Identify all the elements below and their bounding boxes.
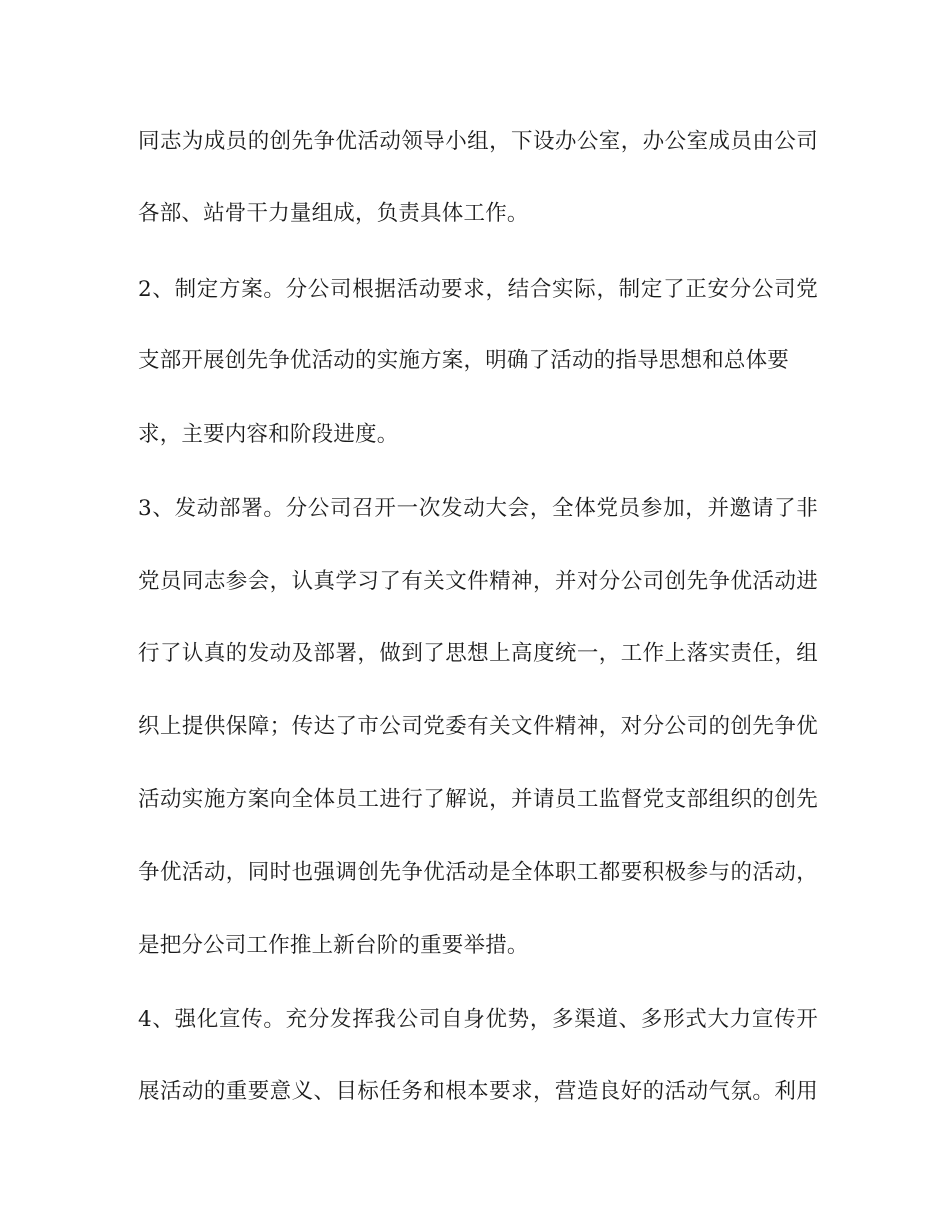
text-line: 党员同志参会，认真学习了有关文件精神，并对分公司创先争优活动进 [138,569,818,594]
text-line: 各部、站骨干力量组成，负责具体工作。 [138,201,529,226]
text-line: 求，主要内容和阶段进度。 [138,422,399,447]
text-line: 行了认真的发动及部署，做到了思想上高度统一，工作上落实责任，组 [138,641,818,666]
text-line: 织上提供保障；传达了市公司党委有关文件精神，对分公司的创先争优 [138,714,818,739]
text-line: 同志为成员的创先争优活动领导小组，下设办公室，办公室成员由公司 [138,129,818,154]
text-line: 展活动的重要意义、目标任务和根本要求，营造良好的活动气氛。利用 [138,1079,818,1104]
text-line: 3、发动部署。分公司召开一次发动大会，全体党员参加，并邀请了非 [138,496,818,521]
text-line: 活动实施方案向全体员工进行了解说，并请员工监督党支部组织的创先 [138,787,818,812]
text-line: 争优活动，同时也强调创先争优活动是全体职工都要积极参与的活动， [138,860,818,885]
text-line: 支部开展创先争优活动的实施方案，明确了活动的指导思想和总体要 [138,348,790,373]
text-line: 4、强化宣传。充分发挥我公司自身优势，多渠道、多形式大力宣传开 [138,1007,818,1032]
text-line: 是把分公司工作推上新台阶的重要举措。 [138,933,529,958]
text-line: 2、制定方案。分公司根据活动要求，结合实际，制定了正安分公司党 [138,277,818,302]
